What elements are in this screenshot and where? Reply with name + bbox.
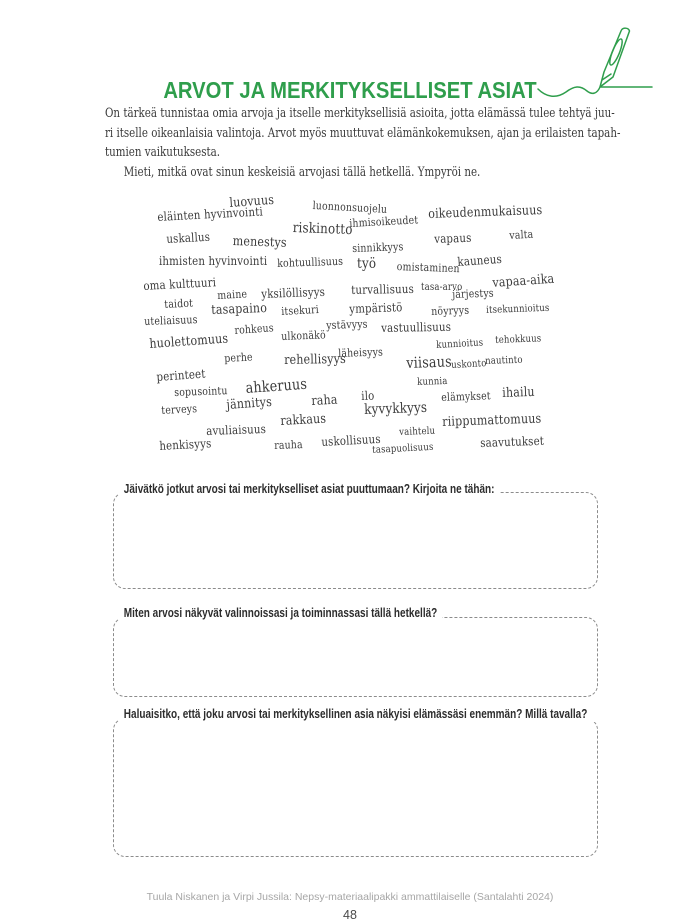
value-word: perhe <box>224 350 254 365</box>
value-word: järjestys <box>452 286 494 301</box>
value-word: ihmisten hyvinvointi <box>159 254 268 268</box>
answer-box-1[interactable] <box>113 492 598 589</box>
value-word: itsekunnioitus <box>486 302 550 316</box>
page-title: ARVOT JA MERKITYKSELLISET ASIAT <box>163 77 537 104</box>
value-word: uteliaisuus <box>144 313 198 328</box>
value-word: ympäristö <box>349 300 403 316</box>
value-word: saavutukset <box>480 433 545 450</box>
value-word: uskonto <box>451 358 487 371</box>
value-word: läheisyys <box>338 345 384 360</box>
value-word: rauha <box>274 438 303 452</box>
footer-credit: Tuula Niskanen ja Virpi Jussila: Nepsy-materiaalipakki ammattilaiselle (Santalahti 2024) <box>146 891 554 903</box>
value-word: ystävyys <box>326 317 368 332</box>
value-word: tasapaino <box>211 301 268 318</box>
value-word: nöyryys <box>431 303 470 318</box>
value-word: avuliaisuus <box>206 421 267 438</box>
question-3-label: Haluaisitko, että joku arvosi tai merkityksellinen asia näkyisi elämässäsi enemmän? Millä tavalla? <box>119 706 609 722</box>
value-word: perinteet <box>156 366 206 384</box>
value-word: eläinten hyvinvointi <box>157 204 264 224</box>
value-word: turvallisuus <box>351 281 415 297</box>
value-word: oikeudenmukaisuus <box>428 203 543 222</box>
value-word: vaihtelu <box>399 425 436 438</box>
value-word: uskollisuus <box>321 431 382 449</box>
value-word: riskinotto <box>292 220 353 239</box>
value-word: uskallus <box>166 229 211 246</box>
value-word: ilo <box>361 388 375 403</box>
value-word: kunnioitus <box>436 337 484 351</box>
value-word: taidot <box>164 296 194 311</box>
intro-instruction: Mieti, mitkä ovat sinun keskeisiä arvojasi tällä hetkellä. Ympyröi ne. <box>123 164 481 180</box>
page-number: 48 <box>343 908 357 921</box>
value-word: rohkeus <box>234 321 275 337</box>
value-word: kauneus <box>457 251 503 269</box>
answer-box-3[interactable] <box>113 718 598 857</box>
value-word: vapaa-aika <box>492 271 555 291</box>
value-word: kohtuullisuus <box>277 254 344 270</box>
value-word: valta <box>509 227 534 242</box>
intro-line: On tärkeä tunnistaa omia arvoja ja itselle merkityksellisiä asioita, jotta elämässä tulee tehtyä juu- <box>105 106 615 121</box>
value-word: ihailu <box>502 384 535 401</box>
value-word: oma kulttuuri <box>143 275 217 293</box>
value-word: maine <box>217 287 248 302</box>
value-word: työ <box>357 256 377 272</box>
value-word: viisaus <box>406 352 453 372</box>
value-word: sopusointu <box>174 384 228 399</box>
value-word: vastuullisuus <box>381 319 452 335</box>
value-word: elämykset <box>441 389 491 404</box>
value-word: ahkeruus <box>245 374 308 397</box>
value-word: terveys <box>161 402 198 417</box>
value-word: kyvykkyys <box>364 399 428 418</box>
value-word: henkisyys <box>159 436 212 453</box>
intro-line: ri itselle oikeanlaisia valintoja. Arvot myös muuttuvat elämänkokemuksen, ajan ja erilaisten tapah- <box>105 125 621 141</box>
value-word: nautinto <box>485 354 523 367</box>
value-word: itsekuri <box>281 303 320 318</box>
value-word: sinnikkyys <box>352 240 404 255</box>
intro-line: tumien vaikutuksesta. <box>105 145 221 160</box>
value-word: tasa-arvo <box>421 282 463 293</box>
value-word: ulkonäkö <box>281 328 326 343</box>
value-word: huolettomuus <box>149 331 229 352</box>
value-word: yksilöllisyys <box>261 284 326 301</box>
value-word: omistaminen <box>396 260 460 276</box>
value-word: kunnia <box>417 375 448 388</box>
value-word: luonnonsuojelu <box>312 199 388 216</box>
value-word: luovuus <box>229 192 275 211</box>
value-word: tehokkuus <box>495 333 542 346</box>
value-word: riippumattomuus <box>442 411 542 430</box>
question-1-label: Jäivätkö jotkut arvosi tai merkitykselliset asiat puuttumaan? Kirjoita ne tähän: <box>119 481 499 497</box>
value-word: tasapuolisuus <box>372 441 434 456</box>
answer-box-2[interactable] <box>113 617 598 697</box>
value-word: menestys <box>232 234 288 251</box>
value-word: rakkaus <box>280 411 327 429</box>
value-word: rehellisyys <box>284 351 347 368</box>
value-word: raha <box>311 392 339 409</box>
value-word: ihmisoikeudet <box>349 213 419 230</box>
value-word: vapaus <box>434 230 472 246</box>
value-word: jännitys <box>226 394 273 413</box>
question-2-label: Miten arvosi näkyvät valinnoissasi ja toiminnassasi tällä hetkellä? <box>119 605 442 621</box>
